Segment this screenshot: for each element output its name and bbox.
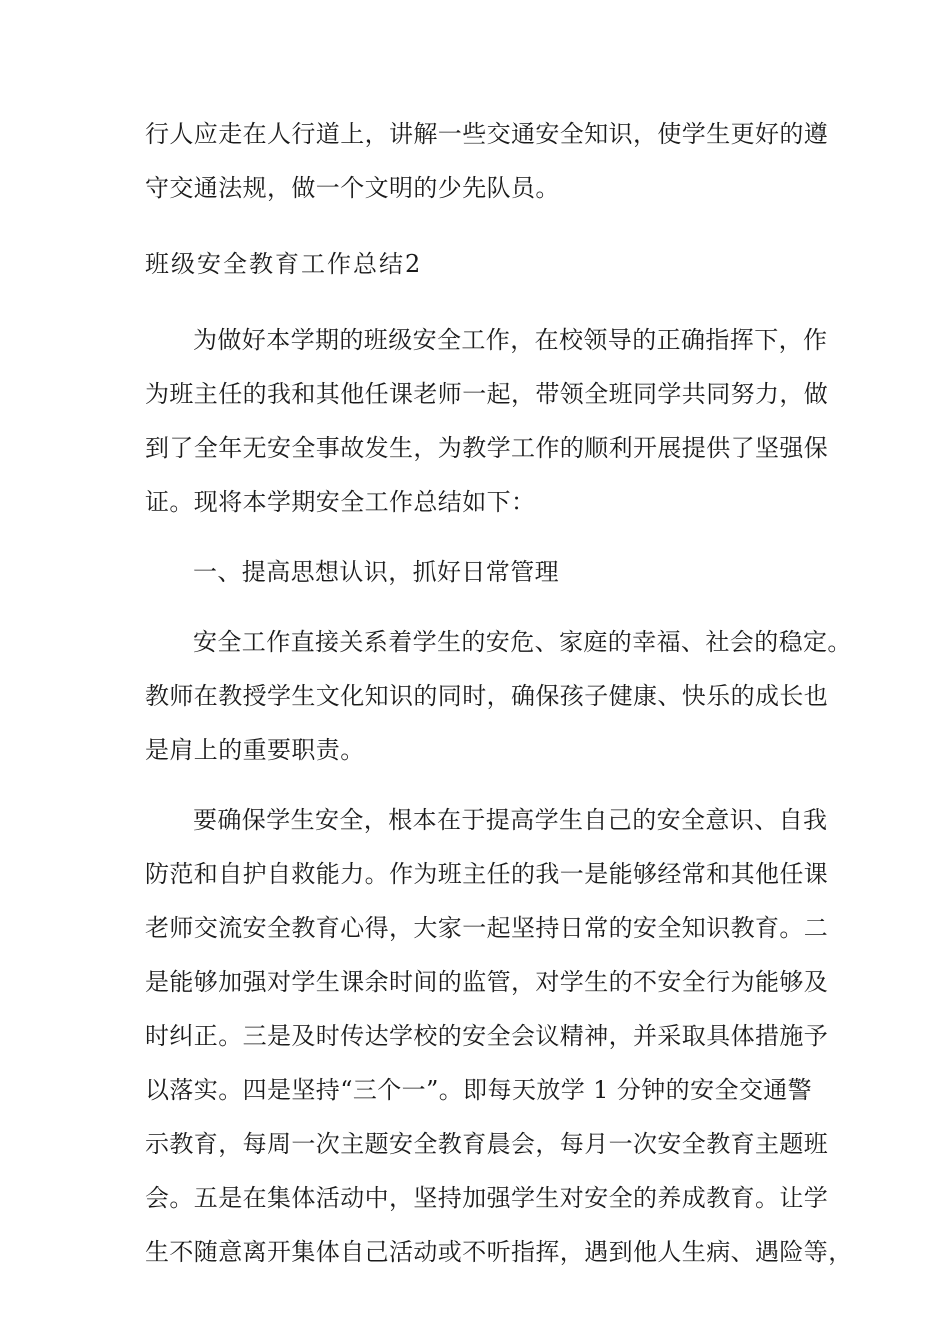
text-line: 示教育，每周一次主题安全教育晨会，每月一次安全教育主题班 [145,1130,829,1158]
text-line: 是能够加强对学生课余时间的监管，对学生的不安全行为能够及 [145,968,829,996]
text-line: 守交通法规，做一个文明的少先队员。 [145,174,560,202]
text-line: 行人应走在人行道上，讲解一些交通安全知识，使学生更好的遵 [145,120,829,148]
text-line: 证。现将本学期安全工作总结如下： [145,488,536,516]
paragraph-1 [145,615,852,777]
text-line: 到了全年无安全事故发生，为教学工作的顺利开展提供了坚强保 [145,434,829,462]
text-line: 时纠正。三是及时传达学校的安全会议精神，并采取具体措施予 [145,1022,829,1050]
paragraph-2 [145,793,853,1279]
text-line: 会。五是在集体活动中，坚持加强学生对安全的养成教育。让学 [145,1184,829,1212]
text-line: 老师交流安全教育心得，大家一起坚持日常的安全知识教育。二 [145,914,829,942]
text-line: 是肩上的重要职责。 [145,736,365,764]
text-line: 安全工作直接关系着学生的安危、家庭的幸福、社会的稳定。 [193,628,852,656]
text-line: 为做好本学期的班级安全工作，在校领导的正确指挥下，作 [193,326,828,354]
document-body [145,107,853,1279]
text-line: 以落实。四是坚持“三个一”。即每天放学 1 分钟的安全交通警 [145,1076,813,1104]
text-line: 防范和自护自救能力。作为班主任的我一是能够经常和其他任课 [145,860,829,888]
intro-paragraph [145,313,829,529]
text-line: 为班主任的我和其他任课老师一起，带领全班同学共同努力，做 [145,380,829,408]
section-title: 班级安全教育工作总结2 [145,250,423,278]
continuation-paragraph [145,107,829,215]
text-line: 生不随意离开集体自己活动或不听指挥，遇到他人生病、遇险等， [145,1238,853,1266]
subheading: 一、提高思想认识，抓好日常管理 [193,558,559,586]
text-line: 教师在教授学生文化知识的同时，确保孩子健康、快乐的成长也 [145,682,829,710]
text-line: 要确保学生安全，根本在于提高学生自己的安全意识、自我 [193,806,828,834]
